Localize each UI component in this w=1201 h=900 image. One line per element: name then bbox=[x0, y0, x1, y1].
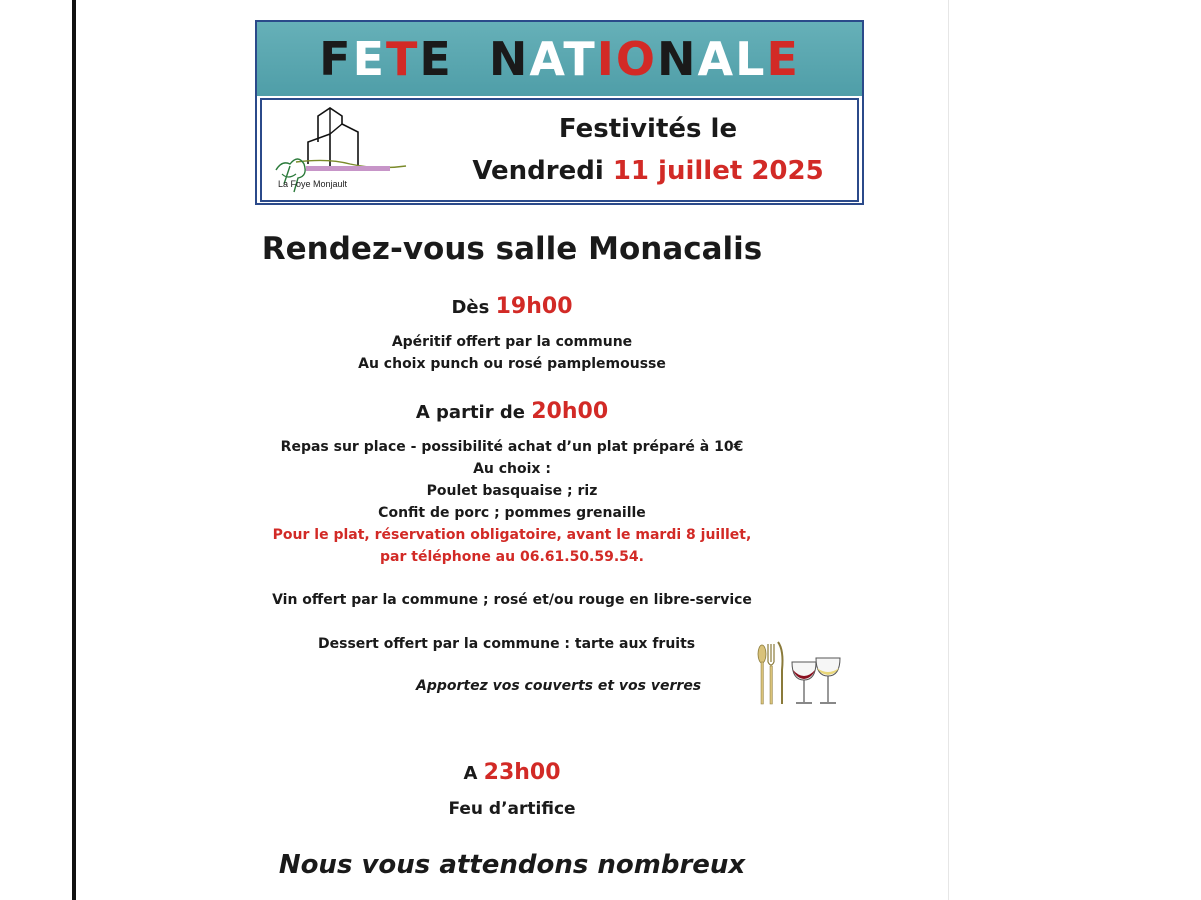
block2-prefix: A partir de bbox=[415, 402, 525, 423]
block2-time: 20h00 bbox=[531, 399, 609, 424]
poster-title bbox=[319, 32, 800, 86]
title-letter: A bbox=[697, 32, 736, 86]
block3-time-line bbox=[76, 760, 948, 785]
title-letter: T bbox=[386, 32, 420, 86]
festivites-day: Vendredi bbox=[472, 156, 604, 186]
phone-line: par téléphone au 06.61.50.59.54. bbox=[380, 549, 644, 565]
title-letter bbox=[453, 32, 489, 86]
block2-line: Repas sur place - possibilité achat d’un plat préparé à 10€ bbox=[280, 439, 744, 455]
block1-time: 19h00 bbox=[495, 294, 573, 319]
block3-line: Feu d’artifice bbox=[448, 799, 576, 819]
title-letter: E bbox=[766, 32, 800, 86]
block2-lines bbox=[76, 436, 948, 568]
block2-line: Poulet basquaise ; riz bbox=[426, 483, 598, 499]
title-letter: N bbox=[488, 32, 530, 86]
title-letter: L bbox=[735, 32, 767, 86]
block1-line: Au choix punch ou rosé pamplemousse bbox=[358, 356, 666, 372]
block1-line: Apéritif offert par la commune bbox=[391, 334, 633, 350]
rendezvous-heading: Rendez-vous salle Monacalis bbox=[261, 231, 763, 267]
reservation-line: Pour le plat, réservation obligatoire, avant le mardi 8 juillet, bbox=[272, 527, 752, 543]
bring-line: Apportez vos couverts et vos verres bbox=[416, 678, 702, 694]
title-letter: F bbox=[319, 32, 353, 86]
block2-line: Au choix : bbox=[473, 461, 551, 477]
title-band bbox=[257, 22, 862, 96]
header-inner-box bbox=[260, 98, 859, 202]
logo-caption: La Foye Monjault bbox=[278, 179, 348, 189]
closing-line: Nous vous attendons nombreux bbox=[278, 850, 746, 880]
title-letter: O bbox=[615, 32, 658, 86]
header-box bbox=[255, 20, 864, 205]
block3-prefix: A bbox=[463, 763, 478, 784]
festivites-line2 bbox=[448, 150, 848, 192]
block1-lines bbox=[76, 331, 948, 375]
festivites-line1: Festivités le bbox=[558, 114, 738, 144]
title-letter: E bbox=[419, 32, 453, 86]
block1-time-line bbox=[76, 294, 948, 319]
title-letter: I bbox=[596, 32, 616, 86]
block2-line: Confit de porc ; pommes grenaille bbox=[378, 505, 646, 521]
dessert-line: Dessert offert par la commune : tarte aux fruits bbox=[318, 636, 696, 652]
page-right-rule bbox=[948, 0, 949, 900]
cutlery-glasses-icon bbox=[752, 640, 842, 708]
title-letter: A bbox=[529, 32, 564, 86]
festivites-date: 11 juillet 2025 bbox=[612, 156, 824, 186]
block3-time: 23h00 bbox=[483, 760, 561, 785]
title-letter: E bbox=[352, 32, 386, 86]
title-letter: T bbox=[563, 32, 597, 86]
block1-prefix: Dès bbox=[451, 297, 490, 318]
festivites-block bbox=[448, 108, 848, 192]
title-letter: N bbox=[657, 32, 698, 86]
wine-line: Vin offert par la commune ; rosé et/ou rouge en libre-service bbox=[272, 592, 752, 608]
block2-time-line bbox=[76, 399, 948, 424]
